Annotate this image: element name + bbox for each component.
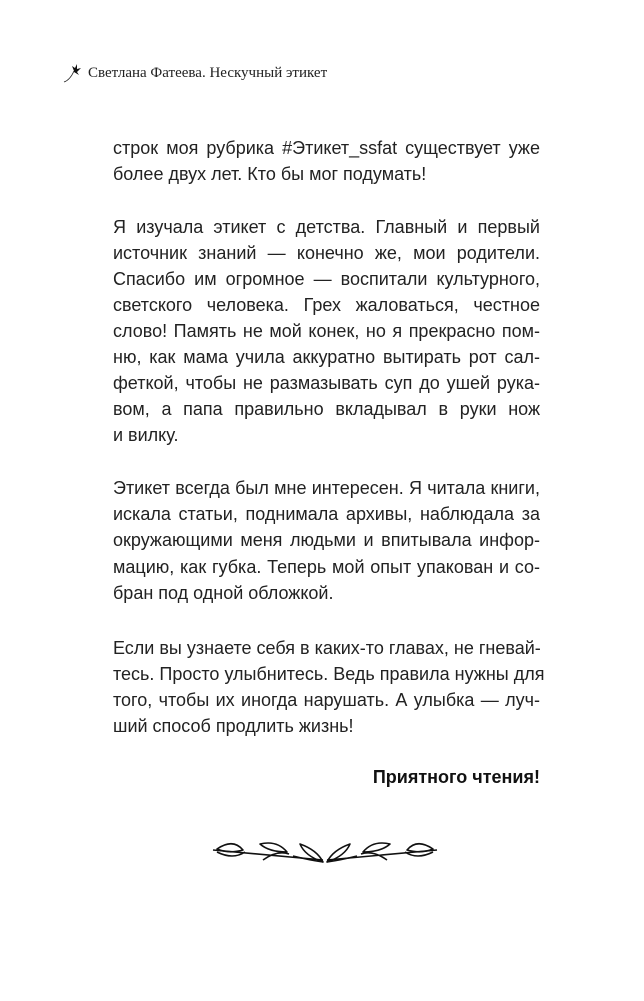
text-line: Спасибо им огромное — воспитали культурного, — [113, 269, 540, 289]
text-line: и вилку. — [113, 425, 179, 445]
text-line: ню, как мама учила аккуратно вытирать рот сал- — [113, 347, 540, 367]
text-line: Этикет всегда был мне интересен. Я читала книги, — [113, 478, 540, 498]
leaf-branch-ornament-icon — [205, 830, 445, 870]
text-line: источник знаний — конечно же, мои родители. — [113, 243, 540, 263]
text-line: бран под одной обложкой. — [113, 583, 334, 603]
text-line: мацию, как губка. Теперь мой опыт упакован и со- — [113, 557, 540, 577]
running-title: Светлана Фатеева. Нескучный этикет — [88, 64, 328, 81]
text-line: ший способ продлить жизнь! — [113, 716, 354, 736]
flower-icon — [62, 62, 84, 84]
text-line: феткой, чтобы не размазывать суп до ушей рука- — [113, 373, 540, 393]
text-line: более двух лет. Кто бы мог подумать! — [113, 164, 427, 184]
text-line: окружающими меня людьми и впитывала инфор- — [113, 530, 540, 550]
running-header — [62, 60, 327, 86]
text-line: светского человека. Грех жаловаться, честное — [113, 295, 540, 315]
text-line: Я изучала этикет с детства. Главный и первый — [113, 217, 540, 237]
text-line: Если вы узнаете себя в каких-то главах, не гневай- — [113, 638, 541, 658]
text-line: тесь. Просто улыбнитесь. Ведь правила нужны для — [113, 664, 545, 684]
text-line: слово! Память не мой конек, но я прекрасно пом- — [113, 321, 540, 341]
text-line: вом, а папа правильно вкладывал в руки нож — [113, 399, 540, 419]
closing-line: Приятного чтения! — [372, 767, 540, 787]
text-line: строк моя рубрика #Этикет_ssfat существует уже — [113, 138, 540, 158]
text-line: искала статьи, поднимала архивы, наблюдала за — [113, 504, 540, 524]
text-line: того, чтобы их иногда нарушать. А улыбка — луч- — [113, 690, 540, 710]
